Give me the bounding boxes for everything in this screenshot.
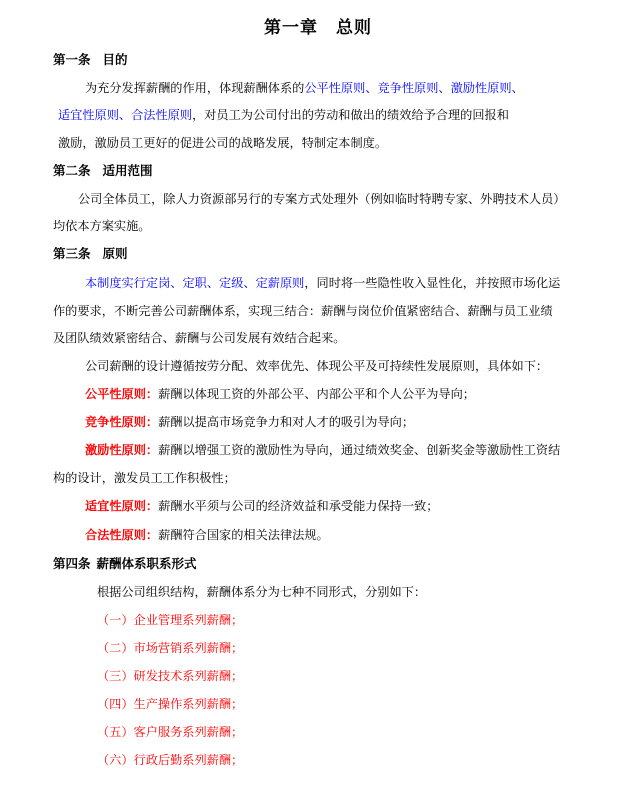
article-3-para-line-3: 及团队绩效紧密结合、薪酬与公司发展有效结合起来。 bbox=[53, 331, 346, 345]
list-item: （二）市场营销系列薪酬； bbox=[97, 641, 244, 655]
list-item: （一）企业管理系列薪酬； bbox=[97, 613, 244, 627]
article-4-heading bbox=[53, 556, 197, 572]
principle-fairness bbox=[85, 386, 475, 402]
article-3-heading bbox=[53, 246, 128, 262]
body-text: ，同时将一些隐性收入显性化，并按照市场化运 bbox=[304, 276, 561, 290]
highlight-blue-text: 公平性原则、竞争性原则、激励性原则、 bbox=[304, 81, 524, 95]
principle-label: 公平性原则： bbox=[85, 387, 159, 401]
principle-label: 竞争性原则： bbox=[85, 415, 159, 429]
article-number: 第三条 bbox=[53, 246, 91, 261]
body-text: ，对员工为公司付出的劳动和做出的绩效给予合理的回报和 bbox=[192, 108, 509, 122]
article-1-para-line-2 bbox=[58, 107, 509, 123]
principle-legality bbox=[85, 527, 329, 543]
article-2-heading bbox=[53, 163, 153, 179]
article-2-line-2: 均依本方案实施。 bbox=[53, 219, 151, 233]
article-1-para-line-1 bbox=[85, 80, 524, 96]
article-2-line-1: 公司全体员工，除人力资源部另行的专案方式处理外（例如临时特聘专家、外聘技术人员） bbox=[78, 192, 566, 206]
principle-label: 激励性原则： bbox=[85, 443, 159, 457]
chapter-title bbox=[0, 13, 636, 38]
principle-label: 适宜性原则： bbox=[85, 499, 159, 513]
article-title: 适用范围 bbox=[102, 163, 153, 178]
article-3-para-2: 公司薪酬的设计遵循按劳分配、效率优先、体现公平及可持续性发展原则，具体如下： bbox=[85, 359, 549, 373]
principle-suitability bbox=[85, 498, 438, 514]
chapter-number: 第一章 bbox=[264, 18, 318, 38]
chapter-name: 总则 bbox=[336, 18, 372, 38]
article-4-intro: 根据公司组织结构，薪酬体系分为七种不同形式，分别如下： bbox=[97, 585, 427, 599]
principle-competitiveness bbox=[85, 414, 414, 430]
highlight-blue-text: 适宜性原则、合法性原则 bbox=[58, 108, 193, 122]
article-number: 第一条 bbox=[53, 52, 91, 67]
article-number: 第二条 bbox=[53, 163, 91, 178]
list-item: （四）生产操作系列薪酬； bbox=[97, 697, 244, 711]
principle-text: 薪酬符合国家的相关法律法规。 bbox=[158, 528, 329, 542]
body-text: 为充分发挥薪酬的作用，体现薪酬体系的 bbox=[85, 81, 305, 95]
article-title: 薪酬体系职系形式 bbox=[96, 556, 197, 571]
principle-incentive-cont: 构的设计，激发员工工作积极性； bbox=[53, 471, 236, 485]
principle-text: 薪酬以增强工资的激励性为导向，通过绩效奖金、创新奖金等激励性工资结 bbox=[158, 443, 561, 457]
article-1-para-line-3: 激励，激励员工更好的促进公司的战略发展，特制定本制度。 bbox=[58, 136, 388, 150]
principle-text: 薪酬以体现工资的外部公平、内部公平和个人公平为导向； bbox=[158, 387, 475, 401]
article-number: 第四条 bbox=[53, 556, 91, 571]
highlight-blue-text: 本制度实行定岗、定职、定级、定薪原则 bbox=[85, 276, 305, 290]
principle-label: 合法性原则： bbox=[85, 528, 159, 542]
article-3-para-line-1 bbox=[85, 275, 560, 291]
principle-text: 薪酬水平须与公司的经济效益和承受能力保持一致； bbox=[158, 499, 439, 513]
principle-incentive bbox=[85, 442, 560, 458]
principle-text: 薪酬以提高市场竞争力和对人才的吸引为导向； bbox=[158, 415, 415, 429]
list-item: （五）客户服务系列薪酬； bbox=[97, 725, 244, 739]
article-title: 原则 bbox=[102, 246, 128, 261]
article-title: 目的 bbox=[102, 52, 128, 67]
article-3-para-line-2: 作的要求，不断完善公司薪酬体系，实现三结合：薪酬与岗位价值紧密结合、薪酬与员工业绩 bbox=[53, 304, 553, 318]
list-item: （六）行政后勤系列薪酬； bbox=[97, 753, 244, 767]
list-item: （三）研发技术系列薪酬； bbox=[97, 669, 244, 683]
article-1-heading bbox=[53, 52, 128, 68]
